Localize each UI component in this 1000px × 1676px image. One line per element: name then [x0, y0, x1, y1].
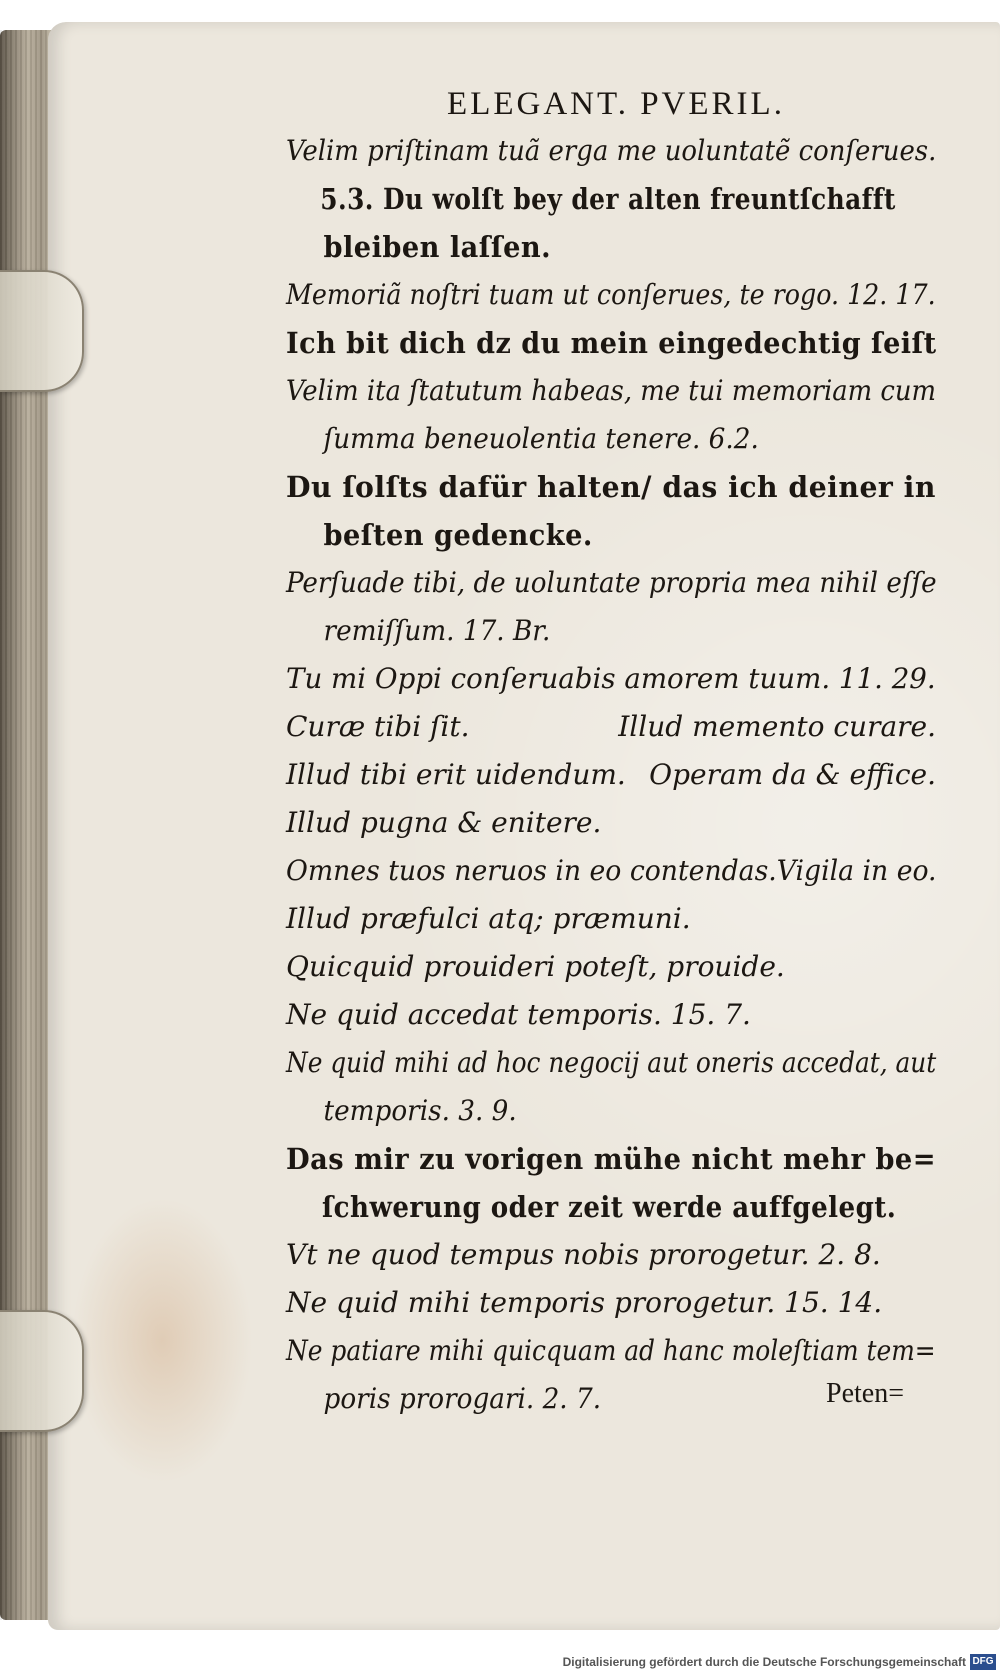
dfg-logo: DFG [970, 1654, 996, 1670]
text-line: Quicquid prouideri poteſt, prouide. [286, 950, 785, 983]
text-line: bleiben laſſen. [323, 230, 552, 264]
text-line: Ich bit dich dz du mein eingedechtig ſeiſt [286, 326, 937, 360]
page-text [286, 86, 936, 1423]
phrase: Curæ tibi ſit. [286, 710, 470, 743]
text-line: Tu mi Oppi conſeruabis amorem tuum. 11. 29. [286, 662, 936, 695]
phrase: Illud memento curare. [618, 710, 936, 743]
catchword: Peten= [826, 1378, 904, 1409]
text-line: Perſuade tibi, de uoluntate propria mea nihil eſſe [286, 566, 937, 599]
text-line: Velim priſtinam tuã erga me uoluntatẽ conſerues. [286, 134, 937, 167]
text-line: remiſſum. 17. Br. [323, 614, 551, 647]
text-line [286, 847, 937, 895]
text-line: 5.3. Du wolſt bey der alten freuntſchafft [320, 182, 896, 216]
text-line: Du ſolſts dafür halten/ das ich deiner in [286, 470, 936, 504]
text-line: beſten gedencke. [323, 518, 593, 552]
text-line: Ne quid mihi ad hoc negocij aut oneris accedat, aut [286, 1046, 937, 1079]
text-line: Ne quid mihi temporis prorogetur. 15. 14. [286, 1286, 883, 1319]
text-line: Ne quid accedat temporis. 15. 7. [286, 998, 751, 1031]
text-line [286, 751, 936, 799]
text-line: Das mir zu vorigen mühe nicht mehr be= [286, 1142, 937, 1176]
text-line: Memoriã noſtri tuam ut conſerues, te rogo. 12. 17. [286, 278, 936, 311]
text-line: Illud præfulci atq; præmuni. [286, 902, 691, 935]
running-header: ELEGANT. PVERIL. [447, 86, 785, 122]
text-line: Ne patiare mihi quicquam ad hanc moleſtiam tem= [286, 1334, 936, 1367]
phrase: Operam da & effice. [649, 758, 936, 791]
text-line: poris prorogari. 2. 7. [323, 1382, 602, 1415]
text-line: Velim ita ſtatutum habeas, me tui memoriam cum [286, 374, 937, 407]
book-clasp-top [0, 270, 84, 392]
phrase: Vigila in eo. [776, 854, 937, 887]
text-line: ſumma beneuolentia tenere. 6.2. [323, 422, 759, 455]
phrase: Omnes tuos neruos in eo contendas. [286, 854, 777, 887]
phrase: Illud tibi erit uidendum. [286, 758, 626, 791]
text-line [286, 703, 936, 751]
text-line: ſchwerung oder zeit werde auffgelegt. [322, 1190, 897, 1224]
text-line: temporis. 3. 9. [323, 1094, 517, 1127]
digitization-credit: Digitalisierung gefördert durch die Deutsche Forschungsgemeinschaft [562, 1655, 966, 1669]
book-clasp-bottom [0, 1310, 84, 1432]
text-line: Illud pugna & enitere. [286, 806, 602, 839]
text-line: Vt ne quod tempus nobis prorogetur. 2. 8. [286, 1238, 881, 1271]
